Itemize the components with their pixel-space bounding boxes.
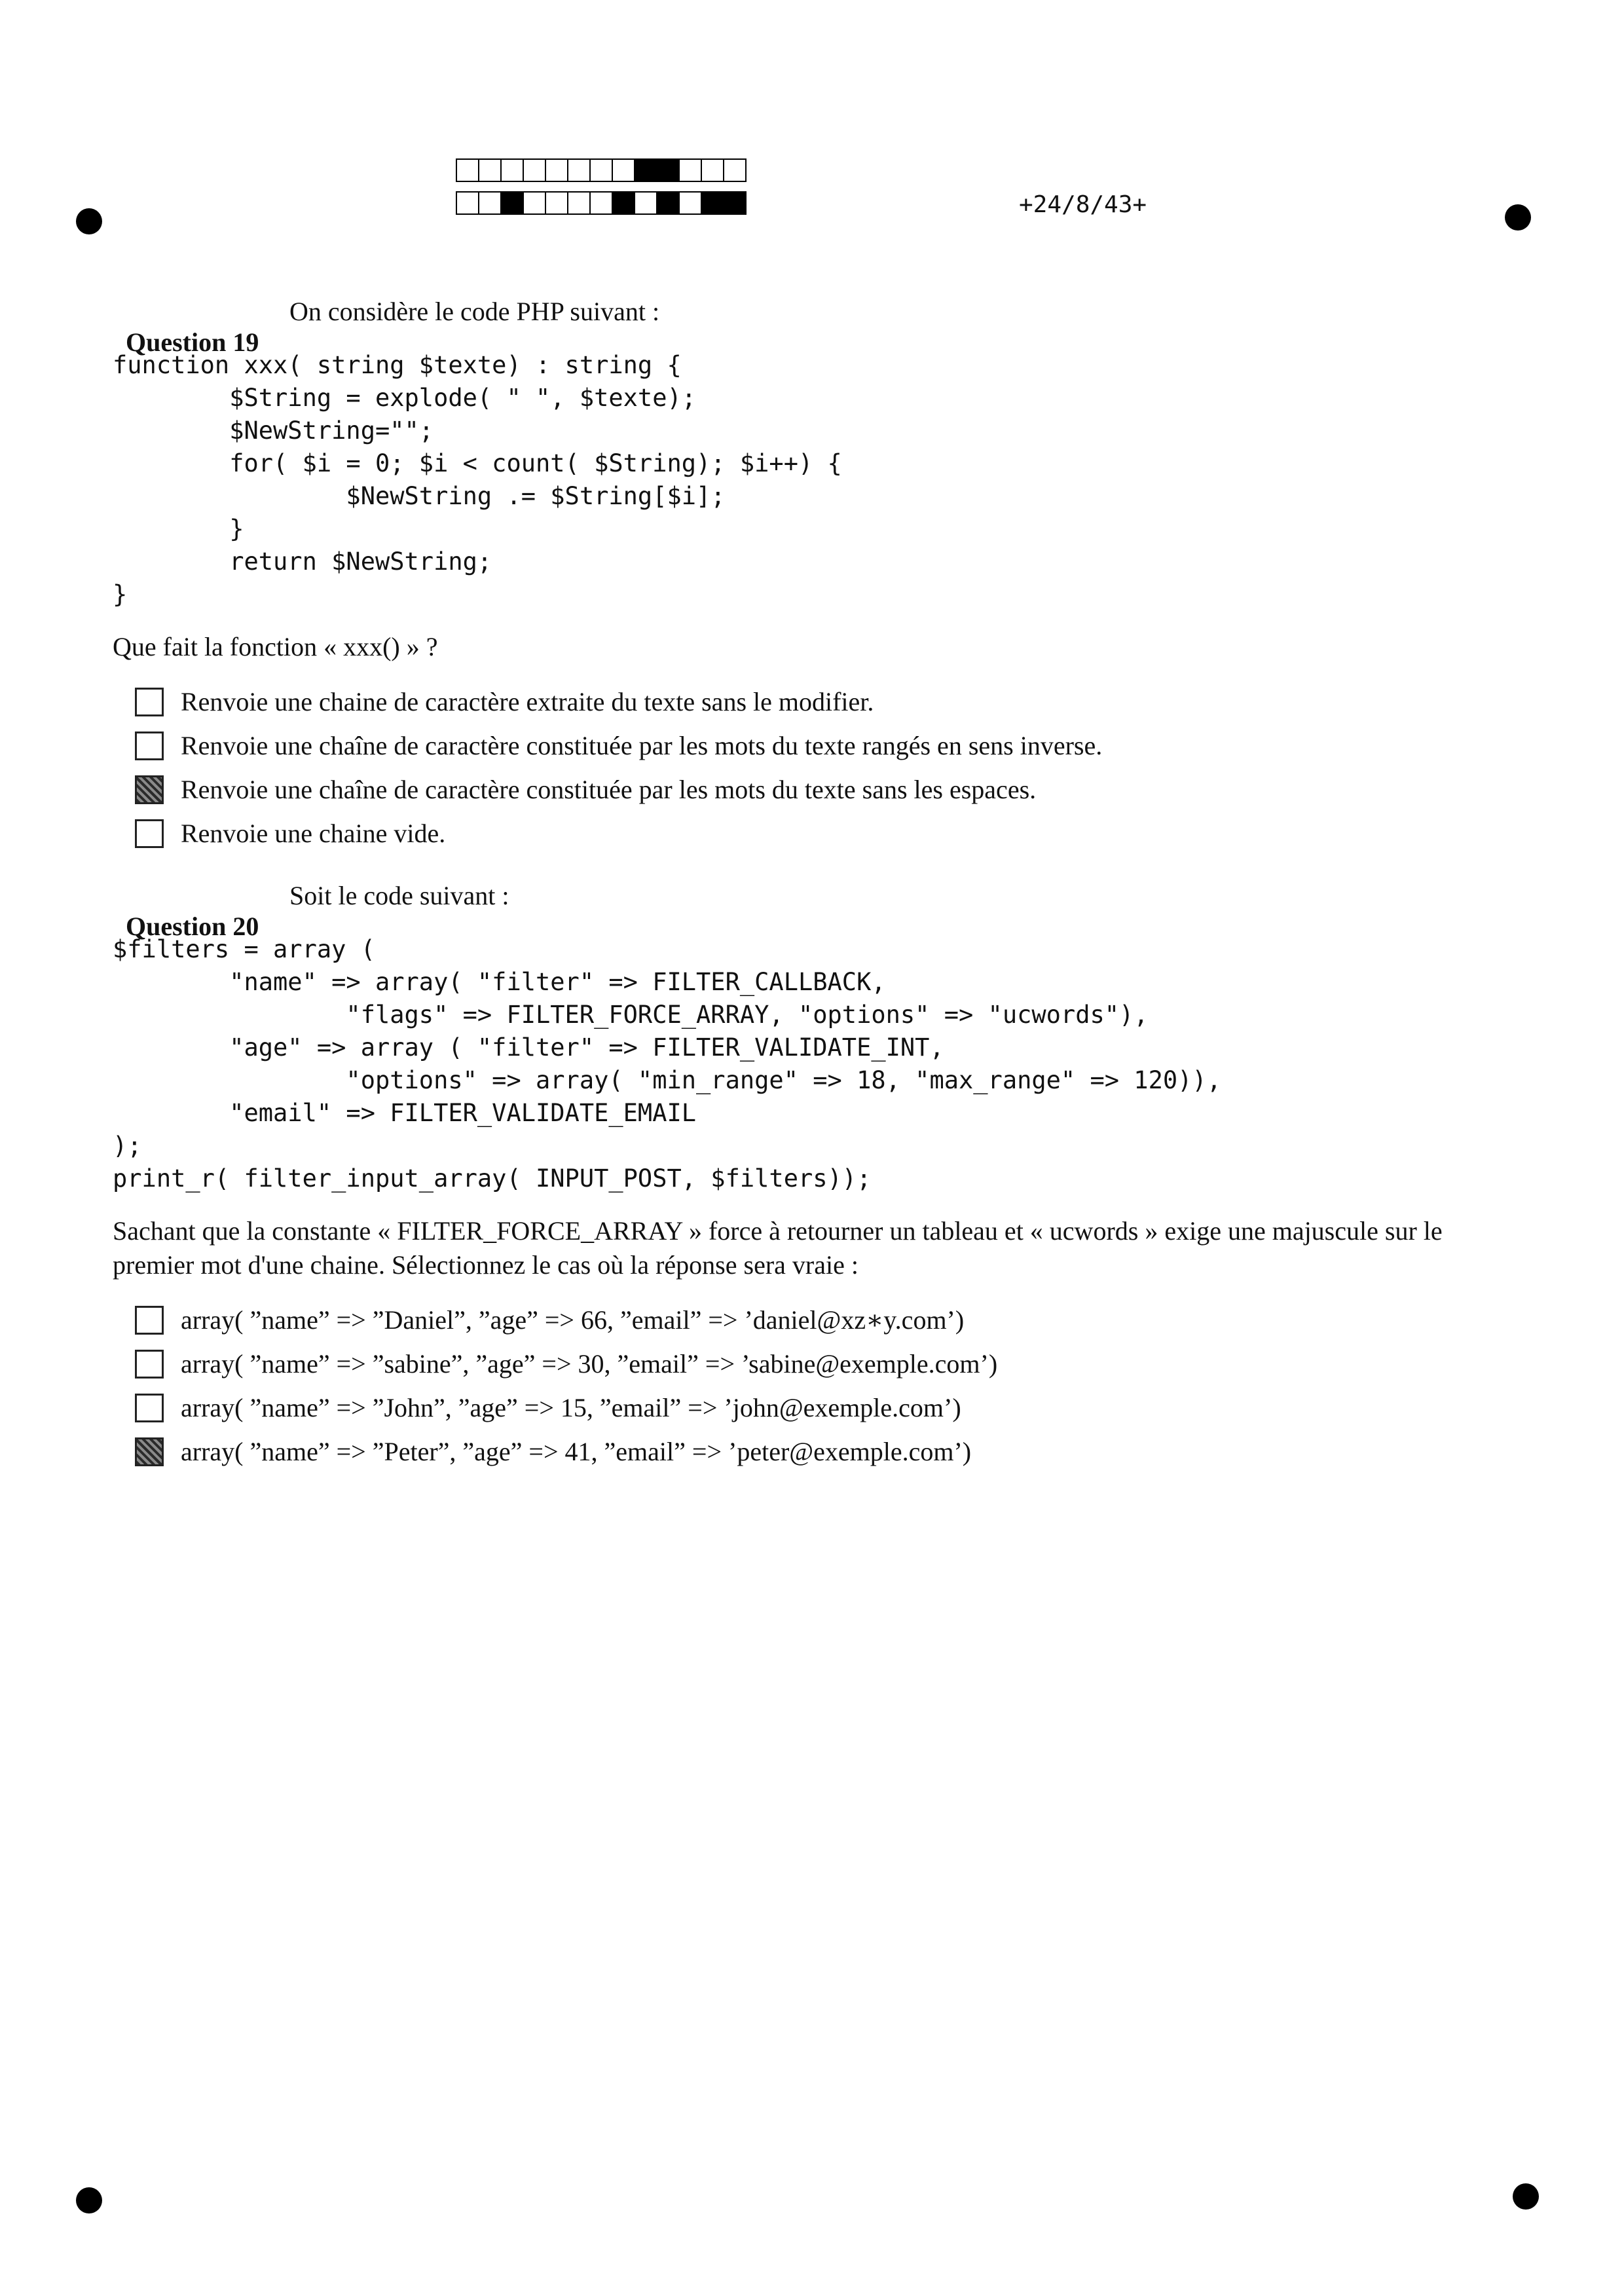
answer-choice[interactable] xyxy=(135,1430,997,1473)
barcode-cell xyxy=(634,191,657,215)
page-barcode-row-1 xyxy=(457,158,747,182)
answer-choice[interactable] xyxy=(135,680,1102,724)
answer-checkbox[interactable] xyxy=(135,1306,164,1335)
answer-label: Renvoie une chaîne de caractère constituée par les mots du texte rangés en sens inverse. xyxy=(181,731,1103,760)
barcode-cell xyxy=(678,158,702,182)
question-19-code: function xxx( string $texte) : string { $String = explode( " ", $texte); $NewString=""; for( $i = 0; $i < count( $String); $i++) { $NewString .= $String[$i]; } return $NewString; } xyxy=(113,351,842,608)
question-19-choices xyxy=(135,680,1102,855)
barcode-cell xyxy=(456,158,479,182)
answer-checkbox[interactable] xyxy=(135,1437,164,1466)
answer-label: Renvoie une chaine de caractère extraite du texte sans le modifier. xyxy=(181,687,874,716)
barcode-cell xyxy=(545,191,568,215)
answer-checkbox[interactable] xyxy=(135,731,164,760)
barcode-cell xyxy=(701,158,724,182)
barcode-cell xyxy=(612,191,635,215)
barcode-cell xyxy=(723,158,747,182)
question-intro: Soit le code suivant : xyxy=(289,881,509,910)
barcode-cell xyxy=(478,158,502,182)
answer-checkbox[interactable] xyxy=(135,775,164,804)
corner-marker-bottom-right xyxy=(1513,2183,1539,2210)
barcode-cell xyxy=(612,158,635,182)
question-20-code: $filters = array ( "name" => array( "filter" => FILTER_CALLBACK, "flags" => FILTER_FORCE_ARRAY, "options" => "ucwords"), "age" => array ( "filter" => FILTER_VALIDATE_INT, "options" => array( "min_range" => 18, "max_range" => 120)), "email" => FILTER_VALIDATE_EMAIL ); print_r( filter_input_array( INPUT_POST, $filters)); xyxy=(113,935,1221,1193)
answer-checkbox[interactable] xyxy=(135,819,164,848)
answer-choice[interactable] xyxy=(135,811,1102,855)
answer-choice[interactable] xyxy=(135,1386,997,1430)
answer-choice[interactable] xyxy=(135,1342,997,1386)
barcode-cell xyxy=(678,191,702,215)
answer-choice[interactable] xyxy=(135,724,1102,768)
corner-marker-bottom-left xyxy=(76,2187,102,2213)
question-intro: On considère le code PHP suivant : xyxy=(289,297,660,326)
barcode-cell xyxy=(567,191,591,215)
question-number: Question 20 xyxy=(126,912,259,941)
answer-checkbox[interactable] xyxy=(135,688,164,716)
question-number: Question 19 xyxy=(126,327,259,357)
page-identifier: +24/8/43+ xyxy=(1019,191,1147,218)
barcode-cell xyxy=(523,191,546,215)
barcode-cell xyxy=(589,158,613,182)
barcode-cell xyxy=(723,191,747,215)
answer-label: Renvoie une chaîne de caractère constituée par les mots du texte sans les espaces. xyxy=(181,775,1037,804)
answer-label: array( ”name” => ”John”, ”age” => 15, ”email” => ’john@exemple.com’) xyxy=(181,1393,961,1422)
corner-marker-top-left xyxy=(76,208,102,234)
page-barcode-row-2 xyxy=(457,191,747,215)
question-20-choices xyxy=(135,1298,997,1473)
corner-marker-top-right xyxy=(1505,204,1531,231)
barcode-cell xyxy=(500,191,524,215)
answer-label: array( ”name” => ”sabine”, ”age” => 30, ”email” => ’sabine@exemple.com’) xyxy=(181,1349,998,1379)
barcode-cell xyxy=(523,158,546,182)
answer-choice[interactable] xyxy=(135,1298,997,1342)
answer-label: array( ”name” => ”Peter”, ”age” => 41, ”email” => ’peter@exemple.com’) xyxy=(181,1437,972,1466)
barcode-cell xyxy=(656,158,680,182)
question-19-prompt: Que fait la fonction « xxx() » ? xyxy=(113,632,438,661)
barcode-cell xyxy=(656,191,680,215)
barcode-cell xyxy=(589,191,613,215)
barcode-cell xyxy=(701,191,724,215)
answer-label: Renvoie une chaine vide. xyxy=(181,819,446,848)
barcode-cell xyxy=(478,191,502,215)
answer-checkbox[interactable] xyxy=(135,1350,164,1379)
answer-choice[interactable] xyxy=(135,768,1102,811)
barcode-cell xyxy=(545,158,568,182)
barcode-cell xyxy=(456,191,479,215)
barcode-cell xyxy=(567,158,591,182)
question-20-prompt: Sachant que la constante « FILTER_FORCE_ARRAY » force à retourner un tableau et « ucwords » exige une majuscule sur le premier mot d'une chaine. Sélectionnez le cas où la réponse sera vraie : xyxy=(113,1216,1443,1280)
barcode-cell xyxy=(500,158,524,182)
answer-checkbox[interactable] xyxy=(135,1394,164,1422)
answer-label: array( ”name” => ”Daniel”, ”age” => 66, ”email” => ’daniel@xz∗y.com’) xyxy=(181,1305,965,1335)
barcode-cell xyxy=(634,158,657,182)
